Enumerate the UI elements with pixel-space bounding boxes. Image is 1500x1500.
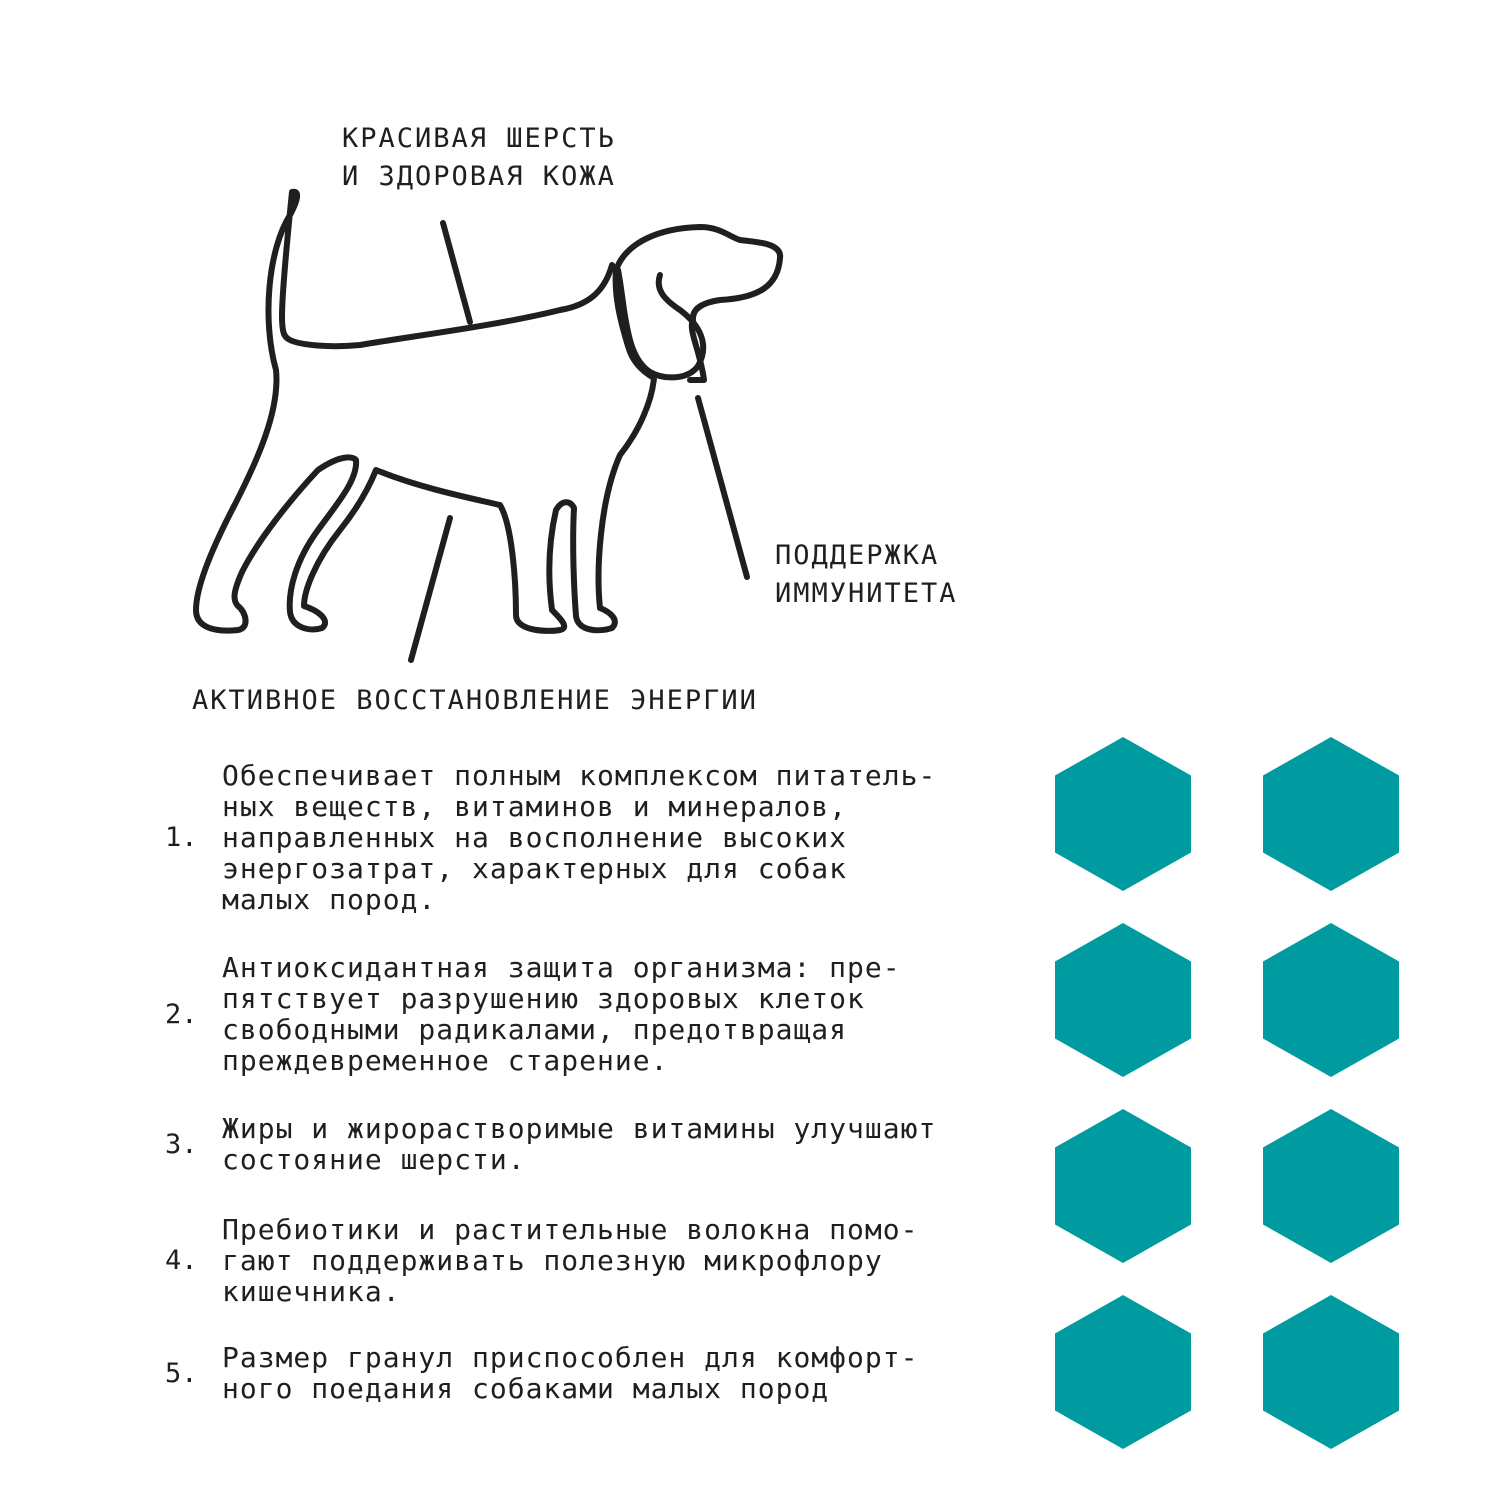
hexagon-shape (1263, 737, 1399, 891)
leader-line-immunity (698, 398, 747, 577)
hexagon-shape (1055, 737, 1191, 891)
hexagon-shape (1263, 1109, 1399, 1263)
benefits-list (165, 760, 1025, 1404)
callout-coat-skin (342, 120, 616, 196)
list-item (165, 952, 1025, 1076)
list-item (165, 1214, 1025, 1307)
hexagon-shape (1263, 1295, 1399, 1449)
hexagon-shape (1263, 923, 1399, 1077)
callout-immunity-line-2: ИММУНИТЕТА (775, 578, 958, 609)
hexagon-shape (1055, 1109, 1191, 1263)
list-item (165, 1113, 1025, 1175)
dog-illustration (0, 0, 1500, 720)
callout-energy-line: АКТИВНОЕ ВОССТАНОВЛЕНИЕ ЭНЕРГИИ (192, 685, 758, 716)
item-number: 5. (165, 1357, 198, 1389)
leader-line-energy (411, 518, 450, 660)
callout-immunity (775, 537, 958, 613)
callout-energy (192, 682, 758, 720)
item-text: Обеспечивает полным комплексом питатель- ных веществ, витаминов и минералов, направленных на восполнение высоких энергозатрат, характерных для собак малых пород. (222, 759, 937, 916)
list-item (165, 760, 1025, 915)
callout-immunity-line-1: ПОДДЕРЖКА (775, 540, 940, 571)
list-item (165, 1342, 1025, 1404)
item-number: 4. (165, 1245, 198, 1276)
item-text: Размер гранул приспособлен для комфорт- ного поедания собаками малых пород (222, 1341, 919, 1405)
hexagon-shape (1055, 1295, 1191, 1449)
hexagon-shape (1055, 923, 1191, 1077)
item-text: Пребиотики и растительные волокна помо- гают поддерживать полезную микрофлору кишечника. (222, 1213, 919, 1308)
leader-line-coat (443, 223, 470, 322)
dog-outline (196, 192, 780, 631)
dog-ear (618, 270, 703, 377)
item-number: 1. (165, 822, 198, 853)
callout-coat-line-1: КРАСИВАЯ ШЕРСТЬ (342, 123, 616, 154)
item-number: 2. (165, 998, 198, 1030)
hexagon-decoration (1055, 737, 1405, 1452)
item-text: Жиры и жирорастворимые витамины улучшают состояние шерсти. (222, 1112, 937, 1176)
callout-coat-line-2: И ЗДОРОВАЯ КОЖА (342, 161, 616, 192)
item-text: Антиоксидантная защита организма: пре- пятствует разрушению здоровых клеток свободными радикалами, предотвращая преждевременное старение. (222, 951, 901, 1077)
item-number: 3. (165, 1128, 198, 1160)
